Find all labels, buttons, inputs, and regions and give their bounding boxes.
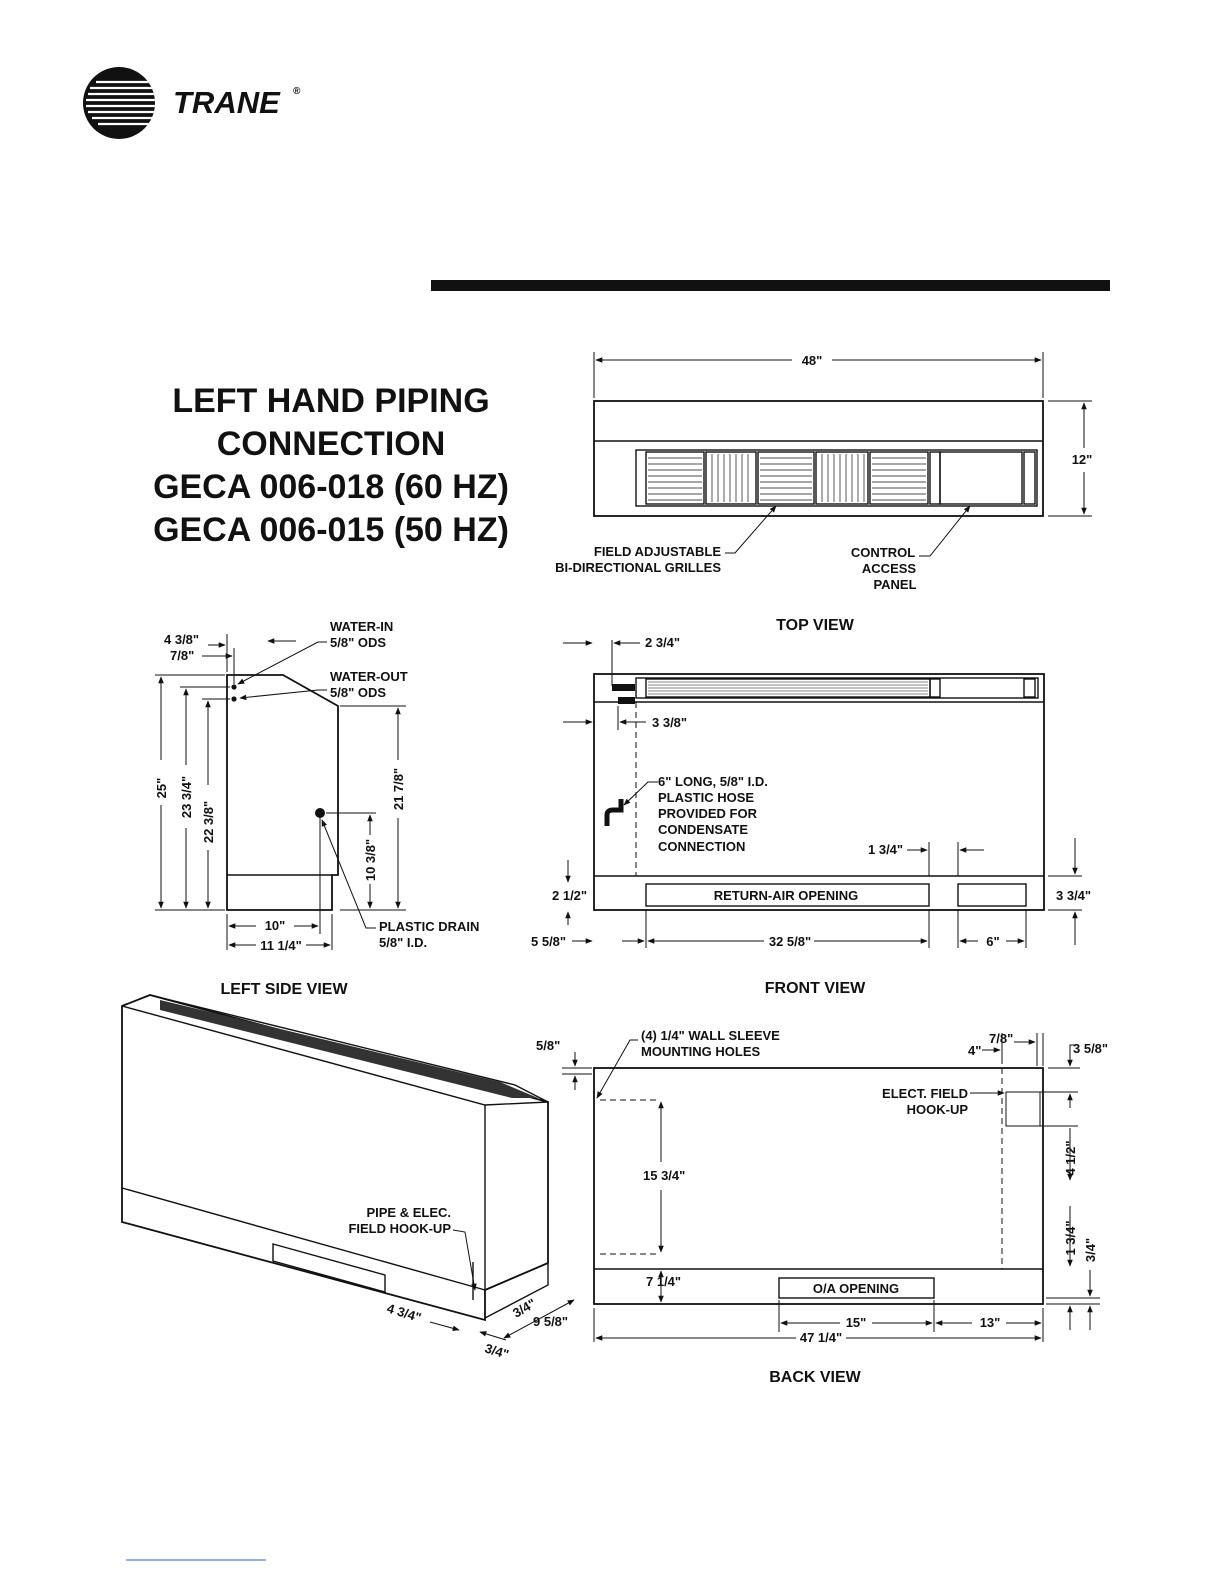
hose-label-3: PROVIDED FOR [658,806,757,821]
back-view-caption: BACK VIEW [769,1369,861,1386]
left-side-view-drawing [154,619,479,953]
brand-name: TRANE [173,85,280,120]
side-height-23-3-4: 23 3/4" [179,775,194,819]
title-line-2: CONNECTION [216,425,446,463]
return-air-opening: RETURN-AIR OPENING [713,888,859,903]
elec-label-1: ELECT. FIELD [882,1086,968,1101]
pipe-label-1: PIPE & ELEC. [366,1205,451,1220]
front-dim-2-3-4: 2 3/4" [645,635,681,650]
back-dim-15: 15" [845,1315,867,1330]
elec-label-2: HOOK-UP [906,1102,968,1117]
water-in-label-1: WATER-IN [330,619,394,634]
side-height-25: 25" [154,777,169,799]
control-label-3: PANEL [873,577,917,592]
grilles-label-1: FIELD ADJUSTABLE [593,544,721,559]
iso-dim-9-5-8: 9 5/8" [533,1314,569,1329]
front-dim-3-3-8: 3 3/8" [652,715,688,730]
back-dim-7-1-4: 7 1/4" [646,1274,682,1289]
pipe-label-2: FIELD HOOK-UP [348,1221,451,1236]
side-height-22-3-8: 22 3/8" [201,800,216,844]
front-dim-2-1-2: 2 1/2" [552,888,588,903]
top-view-drawing [555,352,1092,592]
title-line-3: GECA 006-018 (60 HZ) [153,468,509,506]
back-dim-4-1-2: 4 1/2" [1063,1140,1078,1176]
page-title [153,382,509,549]
trane-circle-logo-icon [83,67,160,139]
top-width-dim: 48" [801,353,823,368]
back-dim-3-5-8: 3 5/8" [1073,1041,1109,1056]
back-dim-4: 4" [968,1043,982,1058]
grilles-label-2: BI-DIRECTIONAL GRILLES [555,560,721,575]
back-dim-15-3-4: 15 3/4" [643,1168,686,1183]
control-label-1: CONTROL [850,545,916,560]
side-height-10-3-8: 10 3/8" [363,838,378,882]
hose-label-1: 6" LONG, 5/8" I.D. [658,774,768,789]
oa-opening: O/A OPENING [812,1281,900,1296]
side-height-21-7-8: 21 7/8" [391,767,406,811]
water-in-label-2: 5/8" ODS [330,635,387,650]
drain-label-1: PLASTIC DRAIN [379,919,480,934]
front-dim-1-3-4: 1 3/4" [868,842,904,857]
back-dim-1-3-4: 1 3/4" [1063,1220,1078,1256]
side-width-11-1-4: 11 1/4" [260,938,302,953]
top-depth-dim: 12" [1071,452,1093,467]
back-dim-5-8: 5/8" [536,1038,561,1053]
hose-label-4: CONDENSATE [658,822,749,837]
water-out-label-2: 5/8" ODS [330,685,387,700]
front-dim-5-5-8: 5 5/8" [531,934,567,949]
front-view-drawing [531,635,1091,949]
header-rule [431,280,1110,291]
holes-label-2: MOUNTING HOLES [641,1044,761,1059]
hose-label-2: PLASTIC HOSE [658,790,755,805]
side-width-10: 10" [264,918,286,933]
back-view-drawing [536,1028,1108,1345]
iso-dim-3-4-a: 3/4" [510,1295,539,1321]
title-line-1: LEFT HAND PIPING [172,382,490,420]
left-side-view-caption: LEFT SIDE VIEW [220,981,348,998]
hose-label-5: CONNECTION [658,839,746,854]
back-dim-3-4: 3/4" [1083,1237,1098,1263]
front-view-caption: FRONT VIEW [764,980,866,997]
back-dim-13: 13" [979,1315,1001,1330]
title-line-4: GECA 006-015 (50 HZ) [153,511,509,549]
top-view-caption: TOP VIEW [776,617,854,634]
front-dim-32-5-8: 32 5/8" [768,934,812,949]
back-dim-7-8: 7/8" [989,1031,1014,1046]
back-dim-47-1-4: 47 1/4" [799,1330,843,1345]
iso-dim-4-3-4: 4 3/4" [385,1300,424,1326]
drain-label-2: 5/8" I.D. [379,935,428,950]
isometric-view-drawing [122,995,574,1362]
front-dim-6: 6" [986,934,1000,949]
front-dim-3-3-4: 3 3/4" [1056,888,1092,903]
control-label-2: ACCESS [861,561,917,576]
side-dim-7-8: 7/8" [170,648,195,663]
registered-mark: ® [293,86,301,97]
water-out-label-1: WATER-OUT [330,669,408,684]
iso-dim-3-4-b: 3/4" [483,1340,511,1362]
side-dim-4-3-8: 4 3/8" [164,632,200,647]
holes-label-1: (4) 1/4" WALL SLEEVE [641,1028,780,1043]
